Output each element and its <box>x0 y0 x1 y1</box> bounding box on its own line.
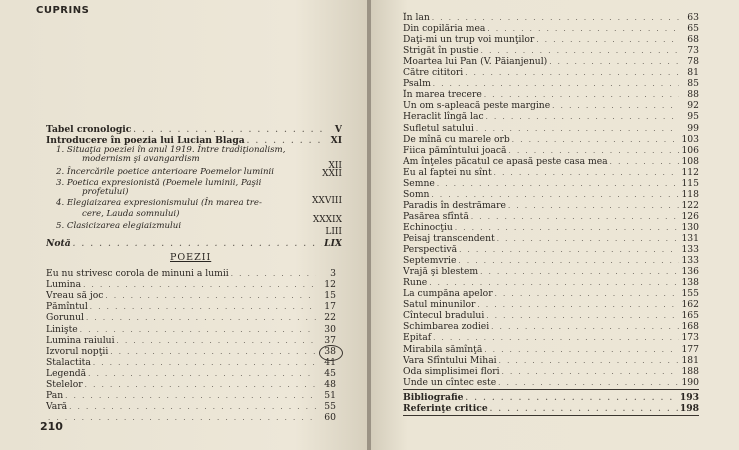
entry-page: 3 <box>330 268 336 279</box>
entry-page: 15 <box>324 290 336 302</box>
entry-title: Moartea lui Pan (V. Păianjenul) <box>403 56 548 68</box>
entry-page: 122 <box>681 199 699 211</box>
toc-row <box>403 377 699 389</box>
leader-dots <box>488 403 679 414</box>
entry-page: 17 <box>324 301 336 313</box>
toc-row <box>46 412 336 424</box>
entry-title: Izvorul nopţii <box>46 345 109 357</box>
entry-page: 133 <box>681 244 699 256</box>
toc-row <box>403 392 699 403</box>
entry-page: 155 <box>681 288 699 300</box>
entry-title: Rune <box>403 277 428 289</box>
left-page <box>0 0 369 450</box>
entry-title: Septemvrie <box>403 255 457 267</box>
entry-page: 63 <box>687 12 699 23</box>
entry-title: Am înţeles păcatul ce apasă peste casa mea <box>403 155 608 167</box>
entry-page: 38 <box>324 345 336 357</box>
entry-title: Către cititori <box>403 67 464 79</box>
entry-page: 81 <box>687 67 699 79</box>
entry-title: La cumpăna apelor <box>403 288 493 300</box>
entry-page: 162 <box>681 299 699 311</box>
toc-sub-1-line2: modernism şi avangardism <box>82 154 200 164</box>
entry-page: 126 <box>681 210 699 222</box>
entry-page: 133 <box>681 255 699 267</box>
entry-title: Lumina raiului <box>46 334 115 346</box>
leader-dots <box>464 392 679 403</box>
leader-dots <box>46 413 316 424</box>
entry-title: Vreau să joc <box>46 290 104 302</box>
entry-title: Somn <box>403 188 430 200</box>
toc-sub-1-page: XII <box>328 161 342 171</box>
entry-page: 138 <box>681 277 699 289</box>
entry-page: 55 <box>324 401 336 413</box>
entry-title: Epitaf <box>403 332 432 344</box>
entry-page: 37 <box>324 334 336 346</box>
entry-page: 136 <box>681 266 699 278</box>
entry-page: 168 <box>681 321 699 333</box>
entry-page: 130 <box>681 221 699 233</box>
entry-page: 165 <box>681 310 699 322</box>
toc-sub-3-line2: profetului) <box>82 187 129 197</box>
entry-page: 85 <box>687 78 699 90</box>
entry-title: Din copilăria mea <box>403 23 486 35</box>
entry-title: Semne <box>403 177 435 189</box>
entry-title: Un om s-apleacă peste margine <box>403 100 551 112</box>
toc-row <box>403 403 699 414</box>
entry-page: 103 <box>681 133 699 145</box>
entry-page: 48 <box>324 379 336 390</box>
entry-title: Vară <box>46 401 68 413</box>
entry-page: 99 <box>687 122 699 134</box>
entry-title: Stelelor <box>46 379 83 390</box>
entry-page: 68 <box>687 34 699 46</box>
entry-page: 198 <box>679 402 699 414</box>
entry-title: Vara Sfîntului Mihai <box>403 354 497 366</box>
toc-sub-5-page: LIII <box>325 227 342 237</box>
toc-sub-4-line1: 4. Elegiaizarea expresionismului (În marea tre- <box>56 198 262 208</box>
entry-page: 30 <box>324 323 336 335</box>
entry-page: 118 <box>681 188 699 200</box>
toc-sub-4-line2: cere, Lauda somnului) <box>82 209 180 219</box>
entry-page: 73 <box>687 45 699 57</box>
entry-page: 65 <box>687 23 699 35</box>
entry-title: Legendă <box>46 367 87 379</box>
entry-page: 88 <box>687 89 699 101</box>
entry-title: Linişte <box>46 323 78 335</box>
toc-sub-5a-page: XXXIX <box>312 215 342 225</box>
entry-page: 92 <box>687 100 699 112</box>
entry-title: Eu al faptei nu sînt <box>403 166 492 178</box>
entry-title: Daţi-mi un trup voi munţilor <box>403 34 535 46</box>
entry-title: De mînă cu marele orb <box>403 133 510 145</box>
toc-sub-1-line1: 1. Situaţia poeziei în anul 1919. Între tradiţionalism, <box>56 145 286 155</box>
entry-title: Pasărea sfîntă <box>403 210 469 222</box>
entry-title: Lumina <box>46 279 82 291</box>
divider-line <box>403 389 699 390</box>
entry-title: Psalm <box>403 78 431 90</box>
entry-title: Stalactita <box>46 356 91 368</box>
entry-page: 131 <box>681 233 699 244</box>
toc-sub-5-line1: 5. Clasicizarea elegiaizmului <box>56 221 182 231</box>
leader-dots <box>496 378 679 389</box>
entry-page: 108 <box>681 155 699 167</box>
section-title: CUPRINS <box>36 5 90 16</box>
entry-title: Sufletul satului <box>403 122 474 134</box>
toc-sub-3-line1: 3. Poetica expresionistă (Poemele luminii, Paşii <box>56 178 262 188</box>
entry-title: Strigăt în pustie <box>403 45 479 57</box>
entry-page: 78 <box>687 56 699 68</box>
entry-page: 95 <box>687 111 699 123</box>
entry-title: Bibliografie <box>403 391 464 403</box>
entry-title: Unde un cîntec este <box>403 376 497 388</box>
entry-page: 188 <box>681 365 699 377</box>
page-number: 210 <box>40 420 63 433</box>
entry-page: 22 <box>324 312 336 324</box>
entry-title: Oda simplisimei flori <box>403 365 500 377</box>
entry-page: 112 <box>681 166 699 178</box>
entry-title: Pan <box>46 390 64 402</box>
entry-title: Pămîntul <box>46 301 88 313</box>
entry-title: Satul minunilor <box>403 299 476 311</box>
entry-page: 12 <box>324 279 336 291</box>
entry-title: Eu nu strivesc corola de minuni a lumii <box>46 268 229 279</box>
entry-title: Mirabila sămînţă <box>403 343 483 355</box>
right-page <box>371 0 739 450</box>
entry-page: 51 <box>324 390 336 402</box>
entry-page: 173 <box>681 332 699 344</box>
entry-title: Gorunul <box>46 312 84 324</box>
entry-page: 193 <box>679 391 699 403</box>
entry-title: Heraclit lîngă lac <box>403 111 484 123</box>
entry-title: Peisaj transcendent <box>403 233 495 244</box>
entry-title: Paradis în destrămare <box>403 199 506 211</box>
entry-page: 190 <box>681 376 699 388</box>
entry-page: 177 <box>681 343 699 355</box>
entry-page: 41 <box>324 356 336 368</box>
entry-page: 181 <box>681 354 699 366</box>
toc-entry-chronology: Tabel cronologic . . . V <box>46 124 342 135</box>
handwritten-circle <box>319 345 343 361</box>
entry-title: Vrajă şi blestem <box>403 266 479 278</box>
entry-title: Cîntecul bradului <box>403 310 485 322</box>
poems-heading: POEZII <box>170 252 212 263</box>
entry-page: 60 <box>324 412 336 424</box>
entry-title: Fiica pămîntului joacă <box>403 144 507 156</box>
entry-title: Schimbarea zodiei <box>403 321 490 333</box>
entry-page: 115 <box>681 177 699 189</box>
toc-entry-introduction: Introducere în poezia lui Lucian Blaga . . . XI <box>46 135 342 146</box>
entry-title: În lan <box>403 12 430 23</box>
toc-sub-2-line1: 2. Încercările poetice anterioare Poemelor luminii <box>56 167 274 177</box>
entry-page: 106 <box>681 144 699 156</box>
entry-page: 45 <box>324 367 336 379</box>
divider-line <box>403 415 699 416</box>
entry-title: Referinţe critice <box>403 402 488 414</box>
entry-title: Echinocţiu <box>403 221 453 233</box>
toc-sub-4-page: XXVIII <box>312 196 342 206</box>
entry-title: În marea trecere <box>403 89 482 101</box>
entry-title: Perspectivă <box>403 244 458 256</box>
toc-sub-2-page: XXII <box>322 169 342 179</box>
toc-entry-note: Notă . . . LIX <box>46 238 342 249</box>
